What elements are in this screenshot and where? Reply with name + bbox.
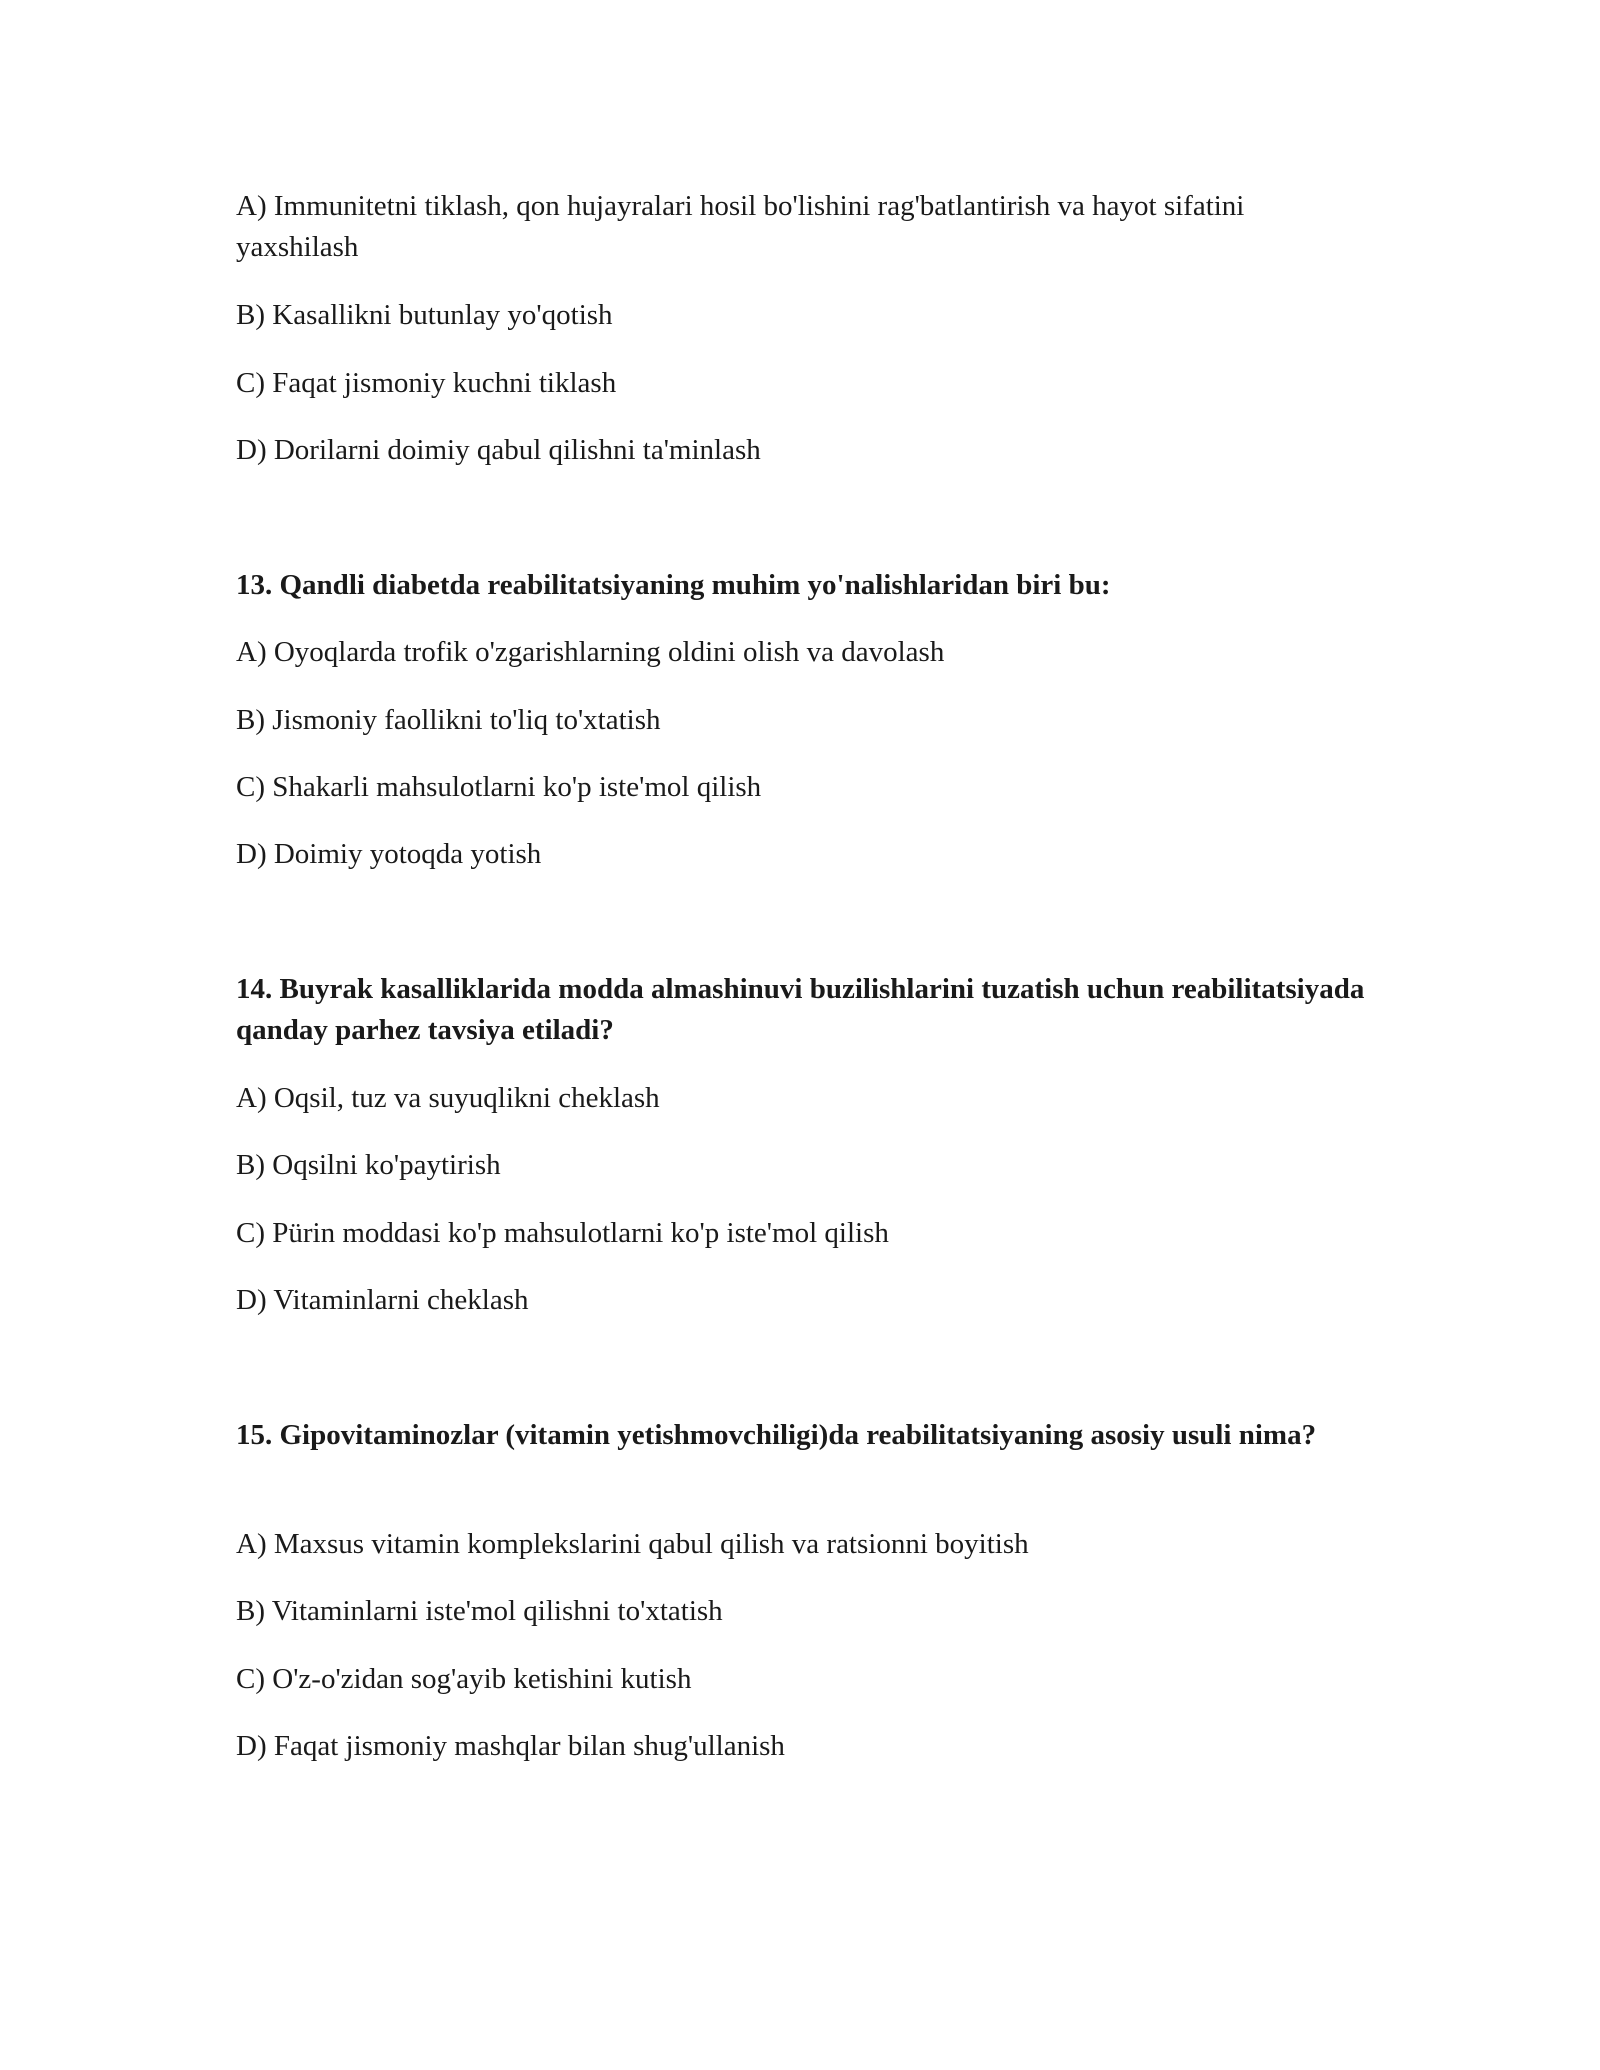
q12-option-b: B) Kasallikni butunlay yo'qotish xyxy=(236,299,613,331)
q15-option-c: C) O'z-o'zidan sog'ayib ketishini kutish xyxy=(236,1663,692,1695)
q14-option-b: B) Oqsilni ko'paytirish xyxy=(236,1149,501,1181)
q13-option-c: C) Shakarli mahsulotlarni ko'p iste'mol qilish xyxy=(236,771,762,803)
q12-option-c: C) Faqat jismoniy kuchni tiklash xyxy=(236,367,617,399)
q14-option-a: A) Oqsil, tuz va suyuqlikni cheklash xyxy=(236,1082,660,1114)
q12-option-a: A) Immunitetni tiklash, qon hujayralari hosil bo'lishini rag'batlantirish va hayot sifatini yaxshilash xyxy=(236,190,1245,263)
q14-option-d: D) Vitaminlarni cheklash xyxy=(236,1284,529,1316)
q13-option-b: B) Jismoniy faollikni to'liq to'xtatish xyxy=(236,704,661,736)
q13-question: 13. Qandli diabetda reabilitatsiyaning muhim yo'nalishlaridan biri bu: xyxy=(236,569,1111,601)
q13-option-d: D) Doimiy yotoqda yotish xyxy=(236,838,542,870)
q12-option-d: D) Dorilarni doimiy qabul qilishni ta'minlash xyxy=(236,434,761,466)
q15-option-d: D) Faqat jismoniy mashqlar bilan shug'ullanish xyxy=(236,1730,785,1762)
q15-option-b: B) Vitaminlarni iste'mol qilishni to'xtatish xyxy=(236,1595,723,1627)
q15-question: 15. Gipovitaminozlar (vitamin yetishmovchiligi)da reabilitatsiyaning asosiy usuli nima? xyxy=(236,1419,1317,1451)
q14-question: 14. Buyrak kasalliklarida modda almashinuvi buzilishlarini tuzatish uchun reabilitatsiyada qanday parhez tavsiya etiladi? xyxy=(236,973,1365,1046)
q15-option-a: A) Maxsus vitamin komplekslarini qabul qilish va ratsionni boyitish xyxy=(236,1528,1029,1560)
q13-option-a: A) Oyoqlarda trofik o'zgarishlarning oldini olish va davolash xyxy=(236,636,945,668)
q14-option-c: C) Pürin moddasi ko'p mahsulotlarni ko'p iste'mol qilish xyxy=(236,1217,889,1249)
